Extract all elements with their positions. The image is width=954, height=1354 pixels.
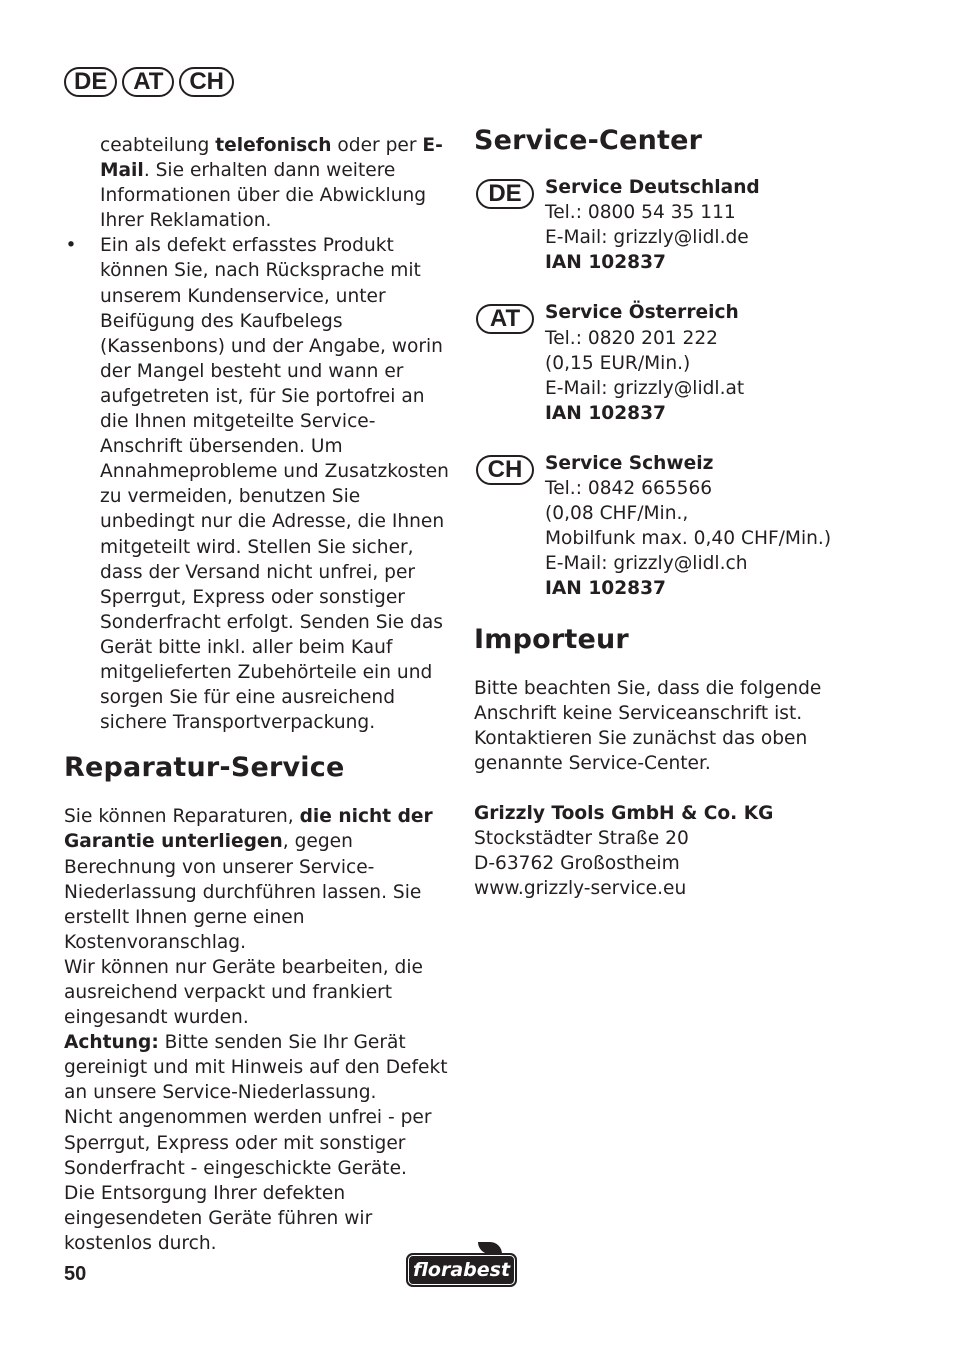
country-badge: CH <box>476 455 534 485</box>
service-phone: Tel.: 0800 54 35 111 <box>545 202 736 224</box>
service-email: E-Mail: grizzly@lidl.de <box>545 227 749 249</box>
language-badges <box>64 67 234 97</box>
bold-text: Achtung: <box>64 1032 159 1054</box>
service-rate-mobile: Mobilfunk max. 0,40 CHF/Min.) <box>545 528 832 550</box>
page-number: 50 <box>64 1263 87 1285</box>
reclamation-paragraph <box>64 133 454 233</box>
repair-paragraph-3 <box>64 1030 454 1105</box>
repair-paragraph-1 <box>64 804 454 955</box>
text-run: . Sie erhalten dann weitere Informationen über die Abwicklung Ihrer Reklamation. <box>100 160 427 232</box>
list-item-text: Ein als defekt erfasstes Produkt können Sie, nach Rücksprache mit unserem Kundenservice, unter Beifügung des Kaufbelegs (Kassenbons) und der Angabe, worin der Mangel besteht und wann er aufgetreten ist, für Sie portofrei an die Ihnen mitgeteilte Service-Anschrift übersenden. Um Annahmeprobleme und Zusatzkosten zu vermeiden, benutzen Sie unbedingt nur die Adresse, die Ihnen mitgeteilt wird. Stellen Sie sicher, dass der Versand nicht unfrei, per Sperrgut, Express oder sonstiger Sonderfracht erfolgt. Senden Sie das Gerät bitte inkl. aller beim Kauf mitgelieferten Zubehörteile ein und sorgen Sie für eine ausreichend sichere Transportverpackung. <box>100 235 449 734</box>
service-email: E-Mail: grizzly@lidl.ch <box>545 553 748 575</box>
service-entry-de <box>474 175 894 275</box>
country-badge: AT <box>476 304 534 334</box>
company-name: Grizzly Tools GmbH & Co. KG <box>474 802 774 824</box>
text-run: Bitte senden Sie Ihr Gerät gereinigt und mit Hinweis auf den Defekt an unsere Service-Niederlassung. <box>64 1032 448 1104</box>
importer-heading: Importeur <box>474 623 629 655</box>
bold-text: E-Mail <box>100 135 443 182</box>
right-column <box>474 125 894 901</box>
service-title: Service Deutschland <box>545 177 760 199</box>
service-ian: IAN 102837 <box>545 402 666 424</box>
address-city: D-63762 Großostheim <box>474 853 680 875</box>
address-website: www.grizzly-service.eu <box>474 878 687 900</box>
service-entry-ch <box>474 451 894 602</box>
bold-text: die nicht der Garantie unterliegen <box>64 806 433 853</box>
text-run: , gegen Berechnung von unserer Service-Niederlassung durchführen lassen. Sie erstellt Ihnen gerne einen Kostenvoranschlag. <box>64 831 422 953</box>
language-badge-at: AT <box>122 67 174 97</box>
text-run: oder per <box>331 135 423 156</box>
text-run: Sie können Reparaturen, <box>64 806 300 828</box>
service-ian: IAN 102837 <box>545 252 666 274</box>
left-column <box>64 133 454 1256</box>
repair-paragraph-4: Nicht angenommen werden unfrei - per Sperrgut, Express oder mit sonstiger Sonderfracht - eingeschickte Geräte. <box>64 1107 432 1179</box>
language-badge-de: DE <box>64 67 117 97</box>
bullet-icon: • <box>65 235 77 257</box>
service-rate: (0,15 EUR/Min.) <box>545 352 691 374</box>
service-title: Service Österreich <box>545 302 739 324</box>
service-entry-at <box>474 300 894 425</box>
repair-paragraph-2: Wir können nur Geräte bearbeiten, die ausreichend verpackt und frankiert eingesandt wurden. <box>64 956 423 1029</box>
service-phone: Tel.: 0842 665566 <box>545 478 713 500</box>
service-ian: IAN 102837 <box>545 578 666 600</box>
repair-paragraph-5: Die Entsorgung Ihrer defekten eingesendeten Geräte führen wir kostenlos durch. <box>64 1182 373 1254</box>
service-email: E-Mail: grizzly@lidl.at <box>545 377 745 399</box>
service-center-heading: Service-Center <box>474 125 703 156</box>
service-phone: Tel.: 0820 201 222 <box>545 327 719 349</box>
service-title: Service Schweiz <box>545 452 714 474</box>
language-badge-ch: CH <box>179 67 234 97</box>
text-run: ceabteilung <box>100 135 216 156</box>
bold-text: telefonisch <box>215 135 332 156</box>
service-rate: (0,08 CHF/Min., <box>545 503 689 525</box>
florabest-logo: florabest <box>406 1253 517 1287</box>
importer-paragraph: Bitte beachten Sie, dass die folgende Anschrift keine Serviceanschrift ist. Kontaktieren Sie zunächst das oben genannte Service-Center. <box>474 677 822 774</box>
country-badge: DE <box>476 179 534 209</box>
address-street: Stockstädter Straße 20 <box>474 828 689 850</box>
repair-service-heading: Reparatur-Service <box>64 752 345 784</box>
list-item <box>64 233 454 735</box>
